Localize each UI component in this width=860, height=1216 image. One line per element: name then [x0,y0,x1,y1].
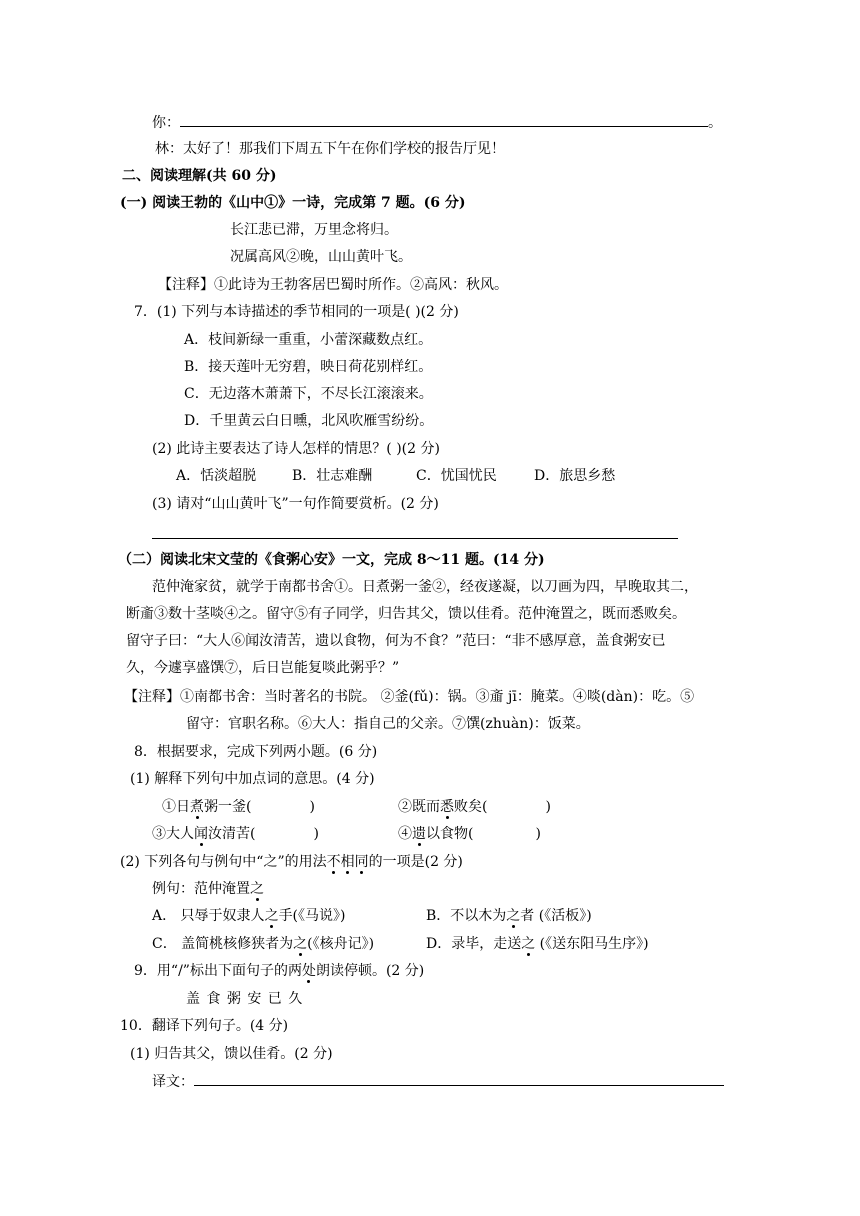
passage-line-4: 久，今遽享盛馔⑦，后日岂能复啖此粥乎？” [126,660,400,676]
option-d[interactable]: D．录毕，走送之 (《送东阳马生序》) [426,936,649,952]
question-8-2: (2) 下列各句与例句中“之”的用法不相同的一项是(2 分) [120,854,463,870]
question-9: 9．用“/”标出下面句子的两处朗读停顿。(2 分) [134,963,425,979]
word-item-1: ①日煮粥一釜( ) [162,799,315,815]
part2-title: （二）阅读北宋文莹的《食粥心安》一文，完成 8～11 题。(14 分) [118,552,545,568]
example-sentence: 例句：范仲淹置之 [152,881,264,897]
question-7-3: (3) 请对“山山黄叶飞”一句作简要赏析。(2 分) [152,496,439,512]
poem-note: 【注释】①此诗为王勃客居巴蜀时所作。②高风：秋风。 [158,277,508,293]
answer-blank[interactable] [194,1071,724,1086]
poem-line-2: 况属高风②晚，山山黄叶飞。 [230,249,412,265]
dotted-word: 悉 [440,799,454,815]
part1-title: (一) 阅读王勃的《山中①》一诗，完成第 7 题。(6 分) [120,195,466,211]
option-b[interactable]: B．接天莲叶无穷碧，映日荷花别样红。 [184,359,433,375]
option-c[interactable]: C．无边落木萧萧下，不尽长江滚滚来。 [184,386,433,402]
you-line [152,112,722,133]
question-7-2: (2) 此诗主要表达了诗人怎样的情思？( )(2 分) [152,441,440,457]
you-label: 你： [152,115,180,131]
option-c[interactable]: C． 盖简桃核修狭者为之(《核舟记》) [152,936,375,952]
pause-sentence[interactable]: 盖 食 粥 安 已 久 [186,991,304,1007]
dotted-word: 煮 [190,799,204,815]
option-b[interactable]: B．壮志难酬 [292,468,373,484]
dotted-word: 遗 [412,826,426,842]
option-d[interactable]: D．旅思乡愁 [534,468,616,484]
translation-label: 译文： [152,1074,194,1090]
section-title: 二、阅读理解(共 60 分) [122,168,277,184]
passage-line-1: 范仲淹家贫，就学于南都书舍①。日煮粥一釜②，经夜遂凝，以刀画为四，早晚取其二， [152,579,698,595]
you-end: 。 [708,115,722,131]
word-item-3: ③大人闻汝清苦( ) [152,826,319,842]
dotted-word: 闻 [194,826,208,842]
translation-line [152,1071,724,1092]
poem-line-1: 长江悲已滞，万里念将归。 [230,222,398,238]
option-a[interactable]: A． 只辱于奴隶人之手(《马说》) [152,908,346,924]
passage-line-3: 留守子曰：“大人⑥闻汝清苦，遗以食物，何为不食？”范曰：“非不感厚意，盖食粥安已 [126,633,666,649]
question-8: 8．根据要求，完成下列两小题。(6 分) [134,744,378,760]
word-item-4: ④遗以食物( ) [398,826,541,842]
answer-line[interactable] [152,538,678,539]
option-c[interactable]: C．忧国忧民 [416,468,497,484]
passage-line-2: 断齑③数十茎啖④之。留守⑤有子同学，归告其父，馈以佳肴。范仲淹置之，既而悉败矣。 [126,606,686,622]
question-10-1: (1) 归告其父，馈以佳肴。(2 分) [130,1046,333,1062]
passage-note-1: 【注释】①南都书舍：当时著名的书院。 ②釜(fǔ)：锅。③齑 jī：腌菜。④啖(dàn)：吃。⑤ [124,689,695,705]
option-a[interactable]: A．恬淡超脱 [176,468,257,484]
question-7-1: 7．(1) 下列与本诗描述的季节相同的一项是( )(2 分) [134,304,459,320]
option-b[interactable]: B．不以木为之者 (《活板》) [426,908,592,924]
option-a[interactable]: A．枝间新绿一重重，小蕾深藏数点红。 [184,332,433,348]
passage-note-2: 留守：官职名称。⑥大人：指自己的父亲。⑦馔(zhuàn)：饭菜。 [186,716,590,732]
option-d[interactable]: D．千里黄云白日曛，北风吹雁雪纷纷。 [184,413,434,429]
question-10: 10．翻译下列句子。(4 分) [120,1018,289,1034]
answer-blank[interactable] [180,112,708,127]
question-8-1: (1) 解释下列句中加点词的意思。(4 分) [130,771,375,787]
word-item-2: ②既而悉败矣( ) [398,799,551,815]
lin-line: 林：太好了！那我们下周五下午在你们学校的报告厅见！ [155,141,505,157]
